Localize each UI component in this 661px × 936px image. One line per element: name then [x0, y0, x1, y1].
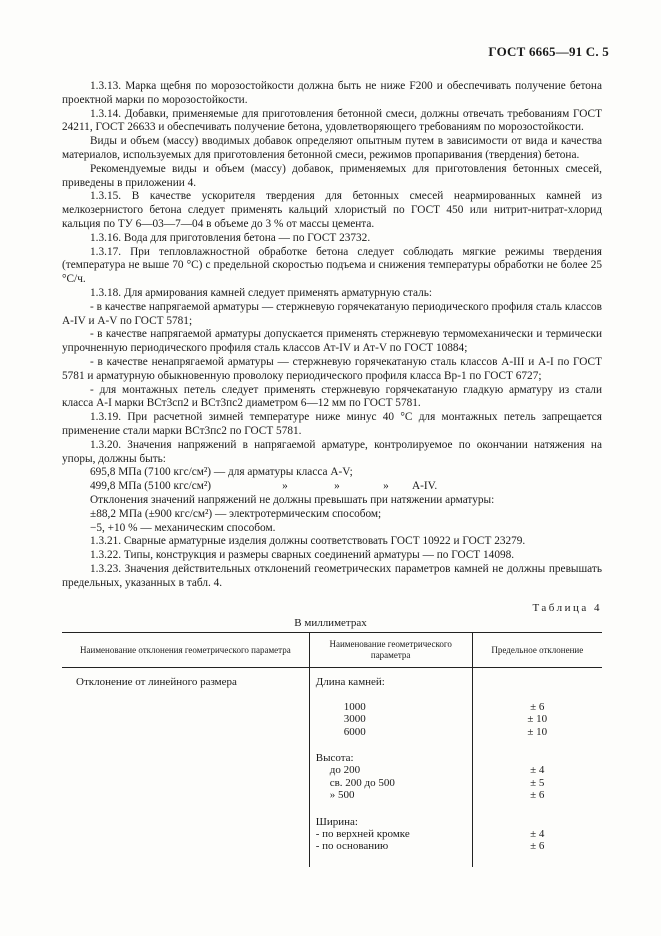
paragraph: 1.3.22. Типы, конструкция и размеры сварных соединений арматуры — по ГОСТ 14098. [90, 549, 515, 562]
tolerance-table [62, 632, 602, 867]
page-header: ГОСТ 6665—91 С. 5 [488, 44, 609, 59]
paragraph: 1.3.16. Вода для приготовления бетона — по ГОСТ 23732. [90, 231, 371, 244]
ditto-mark: » [282, 480, 288, 493]
paragraph: - в качестве ненапрягаемой арматуры — стержневую горячекатаную сталь классов А-III и А-I по ГОСТ 5781 и арматурную обыкновенную проволоку периодического профиля класса Вр-1 по ГОСТ 6727; [62, 355, 602, 382]
tolerance-value: ± 5 [530, 776, 545, 789]
paragraph: 1.3.20. Значения напряжений в напрягаемой арматуре, контролируемое по окончании натяжения на упоры, должны быть: [62, 438, 602, 465]
row-label: Отклонение от линейного размера [76, 676, 237, 688]
table-row [62, 668, 602, 867]
group-title: Высота: [315, 752, 354, 765]
param-value: » 500 [329, 789, 355, 802]
parameter-cell [309, 668, 472, 867]
param-value: 3000 [343, 713, 366, 726]
tolerance-value: ± 4 [530, 828, 545, 841]
tolerance-cell [472, 668, 602, 867]
column-header: Наименование отклонения геометрического параметра [62, 633, 309, 668]
length-group [316, 676, 466, 738]
ditto-mark: » [334, 480, 340, 493]
tolerance-value: ± 10 [527, 713, 548, 726]
param-value: - по верхней кромке [315, 828, 410, 841]
paragraph: −5, +10 % — механическим способом. [90, 521, 276, 534]
width-group [316, 816, 466, 853]
paragraph: 1.3.17. При тепловлажностной обработке бетона следует соблюдать мягкие режимы твердения (температура не выше 70 °С) с предельной скоростью подъема и снижения температуры обработки не более 25 °С/ч. [62, 245, 602, 286]
steel-class: А-IV. [412, 480, 438, 493]
paragraph: 1.3.23. Значения действительных отклонений геометрических параметров камней не должны превышать предельных, указанных в табл. 4. [62, 562, 602, 589]
stress-value: 499,8 МПа (5100 кгс/см²) [90, 480, 212, 493]
paragraph: 1.3.14. Добавки, применяемые для приготовления бетонной смеси, должны отвечать требованиям ГОСТ 24211, ГОСТ 26633 и обеспечивать получение бетона, удовлетворяющего требованиям по морозостойкости. [62, 107, 602, 134]
paragraph: 1.3.15. В качестве ускорителя твердения для бетонных смесей неармированных камней из мелкозернистого бетона следует применять кальций хлористый по ГОСТ 450 или нитрит-нитрат-хлорид кальция по ТУ 6—03—7—04 в объеме до 3 % от массы цемента. [62, 190, 602, 230]
paragraph: - в качестве напрягаемой арматуры — стержневую горячекатаную периодического профиля сталь классов А-IV и А-V по ГОСТ 5781; [62, 300, 602, 327]
tolerance-value: ± 6 [530, 840, 545, 853]
paragraph: 1.3.19. При расчетной зимней температуре ниже минус 40 °С для монтажных петель запрещается применение стали марки ВСт3пс2 по ГОСТ 5781. [62, 411, 602, 437]
tolerance-value: ± 6 [530, 700, 545, 713]
param-value: св. 200 до 500 [329, 776, 395, 789]
table-units: В миллиметрах [294, 617, 367, 629]
ditto-mark: » [383, 480, 389, 493]
paragraph: Виды и объем (массу) вводимых добавок определяют опытным путем в зависимости от вида и качества материалов, используемых для приготовления бетонной смеси, режимов пропаривания (твердения) бетона. [62, 135, 602, 161]
paragraph: - для монтажных петель следует применять стержневую горячекатаную гладкую арматуру из стали класса А-I марки ВСт3сп2 и ВСт3пс2 диаметром 6—12 мм по ГОСТ 5781. [62, 383, 602, 410]
table-caption: Таблица 4 [532, 602, 602, 614]
tolerance-value: ± 4 [530, 764, 545, 777]
stress-line [62, 466, 602, 480]
table-header-row [62, 633, 602, 668]
stress-value: 695,8 МПа (7100 кгс/см²) — для арматуры класса А-V; [90, 466, 353, 479]
paragraph: Отклонения значений напряжений не должны превышать при натяжении арматуры: [90, 493, 495, 506]
paragraph: - в качестве напрягаемой арматуры допускается применять стержневую термомеханически и термически упрочненную периодического профиля сталь классов Ат-IV и Ат-V по ГОСТ 10884; [62, 328, 602, 355]
paragraph: Рекомендуемые виды и объем (массу) добавок, применяемых для приготовления бетонных смесей, приведены в приложении 4. [62, 162, 602, 189]
column-header: Предельное отклонение [472, 633, 602, 668]
paragraph: 1.3.18. Для армирования камней следует применять арматурную сталь: [90, 286, 433, 299]
group-title: Ширина: [315, 815, 358, 828]
paragraph: 1.3.13. Марка щебня по морозостойкости должна быть не ниже F200 и обеспечивать получение бетона проектной марки по морозостойкости. [62, 80, 602, 106]
body-text [62, 80, 602, 590]
column-header: Наименование геометрического параметра [309, 633, 472, 668]
paragraph: ±88,2 МПа (±900 кгс/см²) — электротермическим способом; [90, 507, 382, 520]
param-value: - по основанию [315, 840, 389, 853]
param-value: 1000 [343, 700, 366, 713]
group-title: Длина камней: [315, 676, 385, 688]
tolerance-value: ± 10 [527, 725, 548, 738]
param-value: 6000 [343, 725, 366, 738]
stress-line [62, 480, 602, 494]
param-value: до 200 [329, 764, 361, 777]
paragraph: 1.3.21. Сварные арматурные изделия должны соответствовать ГОСТ 10922 и ГОСТ 23279. [90, 535, 526, 548]
height-group [316, 752, 466, 802]
tolerance-value: ± 6 [530, 789, 545, 802]
